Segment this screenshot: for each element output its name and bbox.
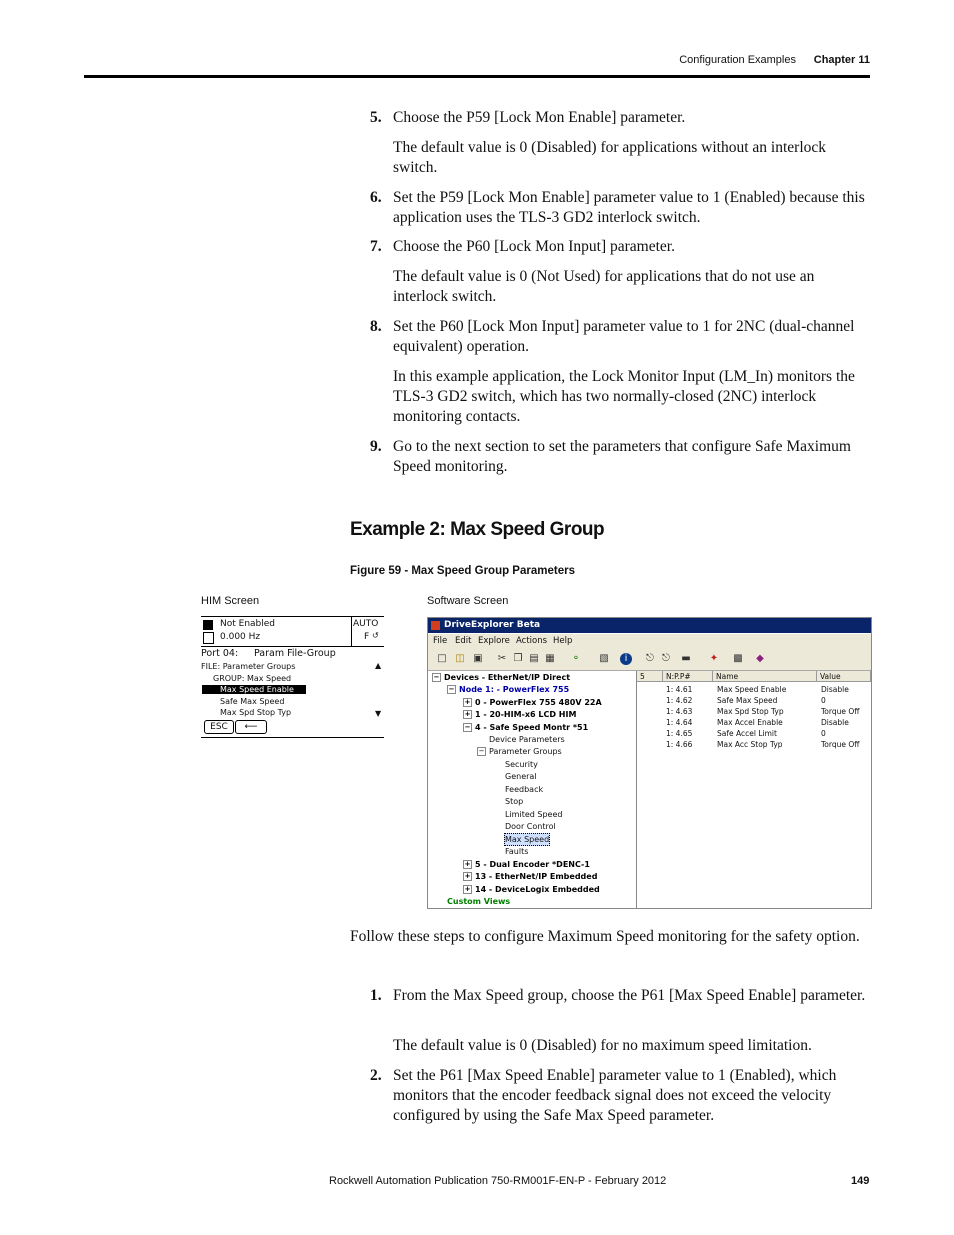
him-direction: F <box>364 632 370 642</box>
tree-node-security[interactable]: Security <box>505 760 538 769</box>
him-port: Port 04: <box>201 648 239 659</box>
header-rule <box>84 75 870 78</box>
cut-icon[interactable]: ✂ <box>497 653 507 664</box>
tree-node-door-control[interactable]: Door Control <box>505 822 556 831</box>
parameter-list <box>637 671 871 908</box>
window-title: DriveExplorer Beta <box>444 620 541 630</box>
back-arrow-icon: ⟵ <box>244 722 258 732</box>
step-number: 1. <box>370 987 382 1004</box>
row-number[interactable]: 1: 4.64 <box>666 718 693 727</box>
tree-node-faults[interactable]: Faults <box>505 847 529 856</box>
step-note: The default value is 0 (Not Used) for applications that do not use an interlock switch. <box>393 268 815 305</box>
tree-node-him[interactable]: + 1 - 20-HIM-x6 LCD HIM <box>464 710 577 719</box>
row-number[interactable]: 1: 4.66 <box>666 740 693 749</box>
tree-node-custom-views[interactable]: Custom Views <box>447 897 511 906</box>
logix-icon[interactable]: ◆ <box>756 653 764 664</box>
step-text: Set the P61 [Max Speed Enable] parameter value to 1 (Enabled), which monitors that the encoder feedback signal does not exceed the velocity configured by using the Safe Max Speed parameter. <box>393 1067 837 1124</box>
copy-icon[interactable]: ❐ <box>513 653 523 664</box>
download-icon[interactable]: ⎋ <box>662 653 670 664</box>
software-window <box>427 617 872 909</box>
him-group: GROUP: Max Speed <box>213 674 292 683</box>
step-text: Choose the P59 [Lock Mon Enable] parameter. <box>393 109 686 126</box>
step-text: Set the P59 [Lock Mon Enable] parameter value to 1 (Enabled) because this application uses the TLS-3 GD2 interlock switch. <box>393 189 865 226</box>
him-item[interactable]: Max Spd Stop Typ <box>220 708 292 717</box>
info-icon[interactable]: i <box>620 653 632 665</box>
app-icon <box>431 621 440 630</box>
column-header-value[interactable]: Value <box>817 671 871 682</box>
column-header-count[interactable]: 5 <box>637 671 663 682</box>
row-value[interactable]: Torque Off <box>821 707 860 716</box>
step-number: 6. <box>370 189 382 206</box>
tree-node-max-speed[interactable]: Max Speed <box>505 835 550 844</box>
row-number[interactable]: 1: 4.65 <box>666 729 693 738</box>
esc-button[interactable]: ESC <box>204 720 234 734</box>
back-arrow-button[interactable] <box>235 720 267 734</box>
step-note: The default value is 0 (Disabled) for applications without an interlock switch. <box>393 139 827 176</box>
tree-node-parameter-groups[interactable]: − Parameter Groups <box>478 747 562 756</box>
toolbar <box>428 649 871 671</box>
him-file: FILE: Parameter Groups <box>201 662 296 671</box>
row-value[interactable]: Torque Off <box>821 740 860 749</box>
step-text: Choose the P60 [Lock Mon Input] parameter. <box>393 238 675 255</box>
rotation-icon: ↺ <box>372 631 379 640</box>
section-title: Example 2: Max Speed Group <box>350 519 605 540</box>
upload-icon[interactable]: ⎋ <box>646 653 654 664</box>
him-frequency: 0.000 Hz <box>220 632 261 642</box>
tree-node-devices[interactable]: − Devices - EtherNet/IP Direct <box>433 673 571 682</box>
step-text: Set the P60 [Lock Mon Input] parameter value to 1 for 2NC (dual-channel equivalent) operation. <box>393 318 855 355</box>
step-number: 5. <box>370 109 382 126</box>
tree-node-devicelogix[interactable]: + 14 - DeviceLogix Embedded <box>464 885 600 894</box>
page-number: 149 <box>851 1175 870 1187</box>
row-name[interactable]: Max Spd Stop Typ <box>717 707 784 716</box>
tree-node-general[interactable]: General <box>505 772 537 781</box>
step-number: 2. <box>370 1067 382 1084</box>
menu-edit[interactable]: Edit <box>455 636 472 646</box>
step-number: 9. <box>370 438 382 455</box>
tree-node-safe-speed[interactable]: − 4 - Safe Speed Montr *51 <box>464 723 589 732</box>
row-value[interactable]: 0 <box>821 729 826 738</box>
device-tree <box>429 671 637 908</box>
device-icon[interactable]: ▩ <box>733 653 743 664</box>
new-icon[interactable]: □ <box>437 653 447 664</box>
tree-node-dual-encoder[interactable]: + 5 - Dual Encoder *DENC-1 <box>464 860 590 869</box>
divider <box>351 617 352 646</box>
row-name[interactable]: Safe Max Speed <box>717 696 778 705</box>
row-name[interactable]: Max Acc Stop Typ <box>717 740 783 749</box>
scroll-up-icon[interactable]: ▲ <box>375 661 382 670</box>
figure-caption: Figure 59 - Max Speed Group Parameters <box>350 565 575 577</box>
open-icon[interactable]: ◫ <box>455 653 465 664</box>
compare-icon[interactable]: ▬ <box>681 653 691 664</box>
tree-node-powerflex[interactable]: + 0 - PowerFlex 755 480V 22A <box>464 698 602 707</box>
him-screen-label: HIM Screen <box>201 595 260 607</box>
tree-node-limited-speed[interactable]: Limited Speed <box>505 810 563 819</box>
software-screen-label: Software Screen <box>427 595 509 607</box>
scroll-down-icon[interactable]: ▼ <box>375 709 382 718</box>
tree-node-stop[interactable]: Stop <box>505 797 524 806</box>
him-item[interactable]: Safe Max Speed <box>220 697 285 706</box>
running-header <box>0 54 870 68</box>
menu-file[interactable]: File <box>433 636 448 646</box>
footer-publication: Rockwell Automation Publication 750-RM001F-EN-P - February 2012 <box>329 1175 667 1187</box>
header-chapter: Chapter 11 <box>813 54 870 66</box>
row-name[interactable]: Max Speed Enable <box>717 685 787 694</box>
step-number: 7. <box>370 238 382 255</box>
him-status-text: Not Enabled <box>220 619 275 629</box>
row-number[interactable]: 1: 4.62 <box>666 696 693 705</box>
tree-node-device-parameters[interactable]: Device Parameters <box>489 735 565 744</box>
him-status-indicator <box>203 632 214 644</box>
window-titlebar <box>428 618 871 633</box>
connect-icon[interactable]: ⚬ <box>571 653 581 664</box>
delete-icon[interactable]: ▦ <box>545 653 555 664</box>
step-text: Go to the next section to set the parameters that configure Safe Maximum Speed monitoring. <box>393 438 851 475</box>
menu-actions[interactable]: Actions <box>516 636 548 646</box>
step-text: From the Max Speed group, choose the P61 [Max Speed Enable] parameter. <box>393 987 866 1004</box>
step-number: 8. <box>370 318 382 335</box>
row-value[interactable]: 0 <box>821 696 826 705</box>
column-header-name[interactable]: Name <box>713 671 817 682</box>
menu-help[interactable]: Help <box>553 636 573 646</box>
row-name[interactable]: Safe Accel Limit <box>717 729 777 738</box>
row-number[interactable]: 1: 4.61 <box>666 685 693 694</box>
intro-paragraph: Follow these steps to configure Maximum Speed monitoring for the safety option. <box>350 928 860 945</box>
row-number[interactable]: 1: 4.63 <box>666 707 693 716</box>
him-mode: AUTO <box>353 619 379 629</box>
column-header-number[interactable]: N:P.P# <box>663 671 713 682</box>
him-status-box <box>201 616 384 647</box>
row-value[interactable]: Disable <box>821 685 849 694</box>
menu-explore[interactable]: Explore <box>478 636 510 646</box>
tree-node-feedback[interactable]: Feedback <box>505 785 544 794</box>
wizard-icon[interactable]: ✦ <box>709 653 719 664</box>
row-value[interactable]: Disable <box>821 718 849 727</box>
properties-icon[interactable]: ▧ <box>599 653 609 664</box>
header-section: Configuration Examples <box>679 54 796 66</box>
tree-node-ethernet-embedded[interactable]: + 13 - EtherNet/IP Embedded <box>464 872 598 881</box>
him-port-title: Param File-Group <box>254 648 336 659</box>
paste-icon[interactable]: ▤ <box>529 653 539 664</box>
menu-bar <box>428 634 871 649</box>
him-screen <box>201 616 384 738</box>
row-name[interactable]: Max Accel Enable <box>717 718 783 727</box>
divider <box>201 737 384 738</box>
save-icon[interactable]: ▣ <box>473 653 483 664</box>
him-status-indicator <box>203 620 213 630</box>
step-note: The default value is 0 (Disabled) for no maximum speed limitation. <box>393 1037 812 1054</box>
him-item-selected[interactable]: Max Speed Enable <box>202 685 306 694</box>
step-note: In this example application, the Lock Monitor Input (LM_In) monitors the TLS-3 GD2 switch, which has two normally-closed (2NC) interlock monitoring contacts. <box>393 368 855 425</box>
tree-node-node1[interactable]: − Node 1: - PowerFlex 755 <box>448 685 570 694</box>
